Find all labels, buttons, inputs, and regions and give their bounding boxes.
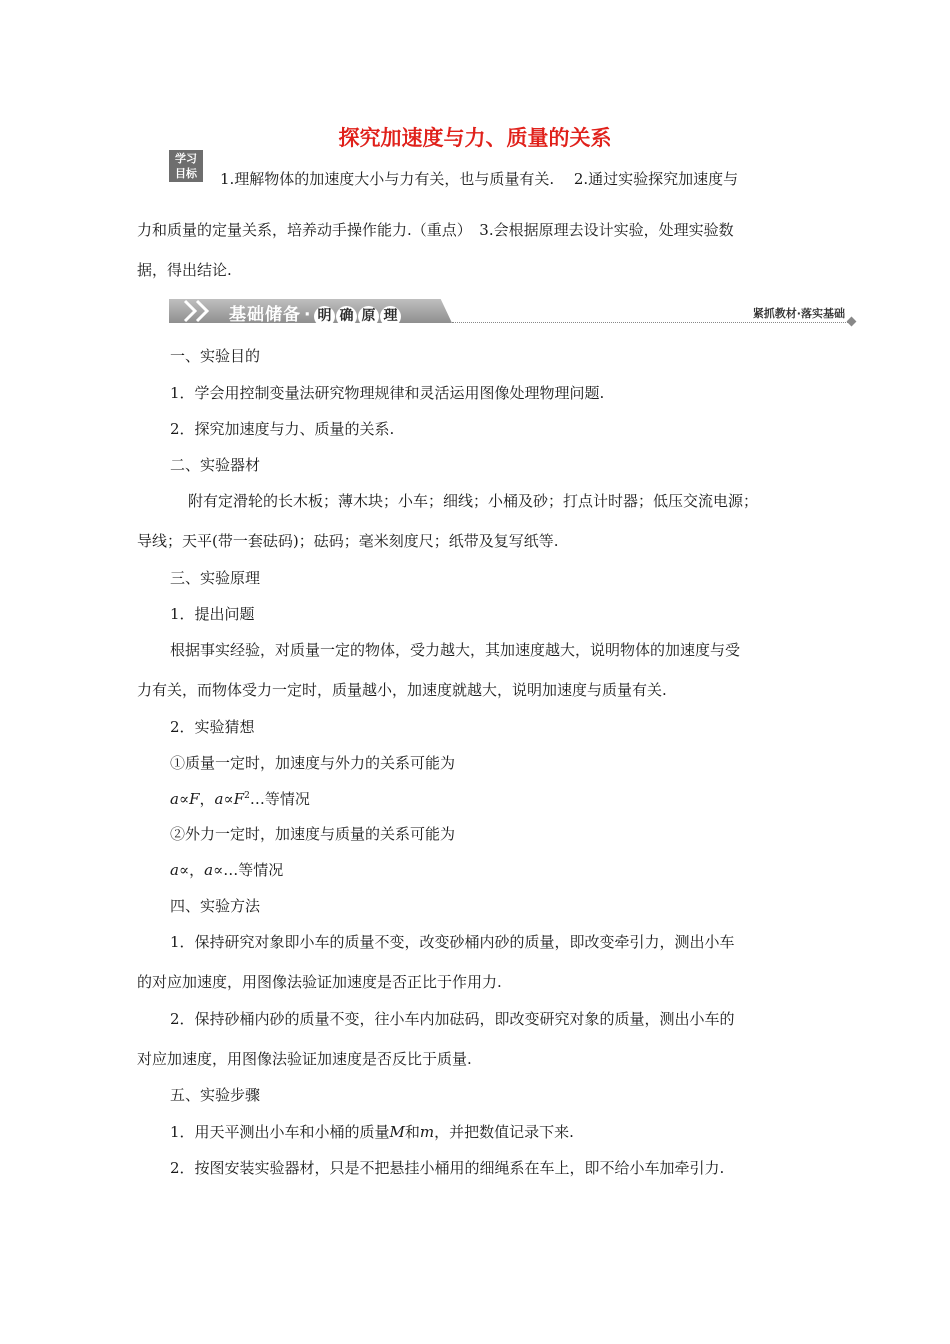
heading-3: 三、实验原理 <box>170 569 261 587</box>
conjunction: 和 <box>404 1123 420 1141</box>
goals-line-1: 1.理解物体的加速度大小与力有关，也与质量有关. 2.通过实验探究加速度与 <box>220 170 739 188</box>
exponent: 2 <box>244 791 250 801</box>
para-3-1-a: 根据事实经验，对质量一定的物体，受力越大，其加速度越大，说明物体的加速度与受 <box>170 641 741 659</box>
var-a: a <box>170 790 179 808</box>
formula-1 <box>170 788 310 809</box>
para-2-a: 附有定滑轮的长木板；薄木块；小车；细线；小桶及砂；打点计时器；低压交流电源； <box>188 492 759 510</box>
banner-right-label: 紧抓教材·落实基础 <box>752 307 845 320</box>
separator: ， <box>189 861 205 879</box>
var-F: F <box>233 790 245 808</box>
para-3-2-a: ①质量一定时，加速度与外力的关系可能为 <box>170 754 456 772</box>
para-1-1: 1．学会用控制变量法研究物理规律和灵活运用图像处理物理问题. <box>170 384 605 402</box>
para-1-2: 2．探究加速度与力、质量的关系. <box>170 420 395 438</box>
badge-line2: 目标 <box>175 167 197 180</box>
formula-suffix: …等情况 <box>249 790 310 808</box>
var-a: a <box>170 861 179 879</box>
var-M: M <box>389 1123 405 1141</box>
banner-title: 基础储备 · 明 确 原 理 <box>229 300 402 327</box>
para-4-1-a: 1．保持研究对象即小车的质量不变，改变砂桶内砂的质量，即改变牵引力，测出小车 <box>170 933 735 951</box>
heading-1: 一、实验目的 <box>170 347 261 365</box>
para-5-1-suffix: ，并把数值记录下来. <box>434 1123 574 1141</box>
var-a: a <box>204 861 214 879</box>
goals-line-3: 据，得出结论. <box>137 261 232 279</box>
badge-line1: 学习 <box>175 152 197 165</box>
heading-4: 四、实验方法 <box>170 897 261 915</box>
para-3-1-b: 力有关，而物体受力一定时，质量越小，加速度就越大，说明加速度与质量有关. <box>137 681 667 699</box>
proportional-symbol: ∝ <box>213 861 224 879</box>
diamond-icon <box>847 317 857 327</box>
section-banner <box>169 297 859 327</box>
para-3-2-b: ②外力一定时，加速度与质量的关系可能为 <box>170 825 456 843</box>
double-chevron-icon <box>181 299 221 323</box>
formula-suffix: …等情况 <box>223 861 284 879</box>
proportional-symbol: ∝ <box>178 861 190 879</box>
para-5-1 <box>170 1121 574 1142</box>
banner-char-2: 确 <box>336 306 357 327</box>
banner-char-4: 理 <box>380 306 401 327</box>
goals-line-2: 力和质量的定量关系，培养动手操作能力.（重点） 3.会根据原理去设计实验，处理实验数 <box>137 221 734 239</box>
para-4-2-a: 2．保持砂桶内砂的质量不变，往小车内加砝码，即改变研究对象的质量，测出小车的 <box>170 1010 735 1028</box>
para-2-b: 导线；天平(带一套砝码)；砝码；毫米刻度尺；纸带及复写纸等. <box>137 532 559 550</box>
banner-main-text: 基础储备 <box>229 305 301 325</box>
var-F: F <box>189 790 200 808</box>
var-a: a <box>214 790 224 808</box>
page-title: 探究加速度与力、质量的关系 <box>338 126 612 150</box>
banner-dotted-rule <box>452 322 850 323</box>
formula-2 <box>170 859 283 880</box>
heading-5: 五、实验步骤 <box>170 1086 261 1104</box>
heading-2: 二、实验器材 <box>170 456 261 474</box>
learning-goals-badge <box>169 150 203 182</box>
var-m: m <box>419 1123 435 1141</box>
proportional-symbol: ∝ <box>178 790 190 808</box>
para-4-2-b: 对应加速度，用图像法验证加速度是否反比于质量. <box>137 1050 472 1068</box>
proportional-symbol: ∝ <box>223 790 234 808</box>
para-5-2: 2．按图安装实验器材，只是不把悬挂小桶用的细绳系在车上，即不给小车加牵引力. <box>170 1159 725 1177</box>
para-5-1-prefix: 1．用天平测出小车和小桶的质量 <box>170 1123 390 1141</box>
subheading-3-2: 2．实验猜想 <box>170 718 255 736</box>
separator: ， <box>199 790 215 808</box>
banner-char-1: 明 <box>314 306 335 327</box>
subheading-3-1: 1．提出问题 <box>170 605 255 623</box>
banner-char-3: 原 <box>358 306 379 327</box>
para-4-1-b: 的对应加速度，用图像法验证加速度是否正比于作用力. <box>137 973 502 991</box>
